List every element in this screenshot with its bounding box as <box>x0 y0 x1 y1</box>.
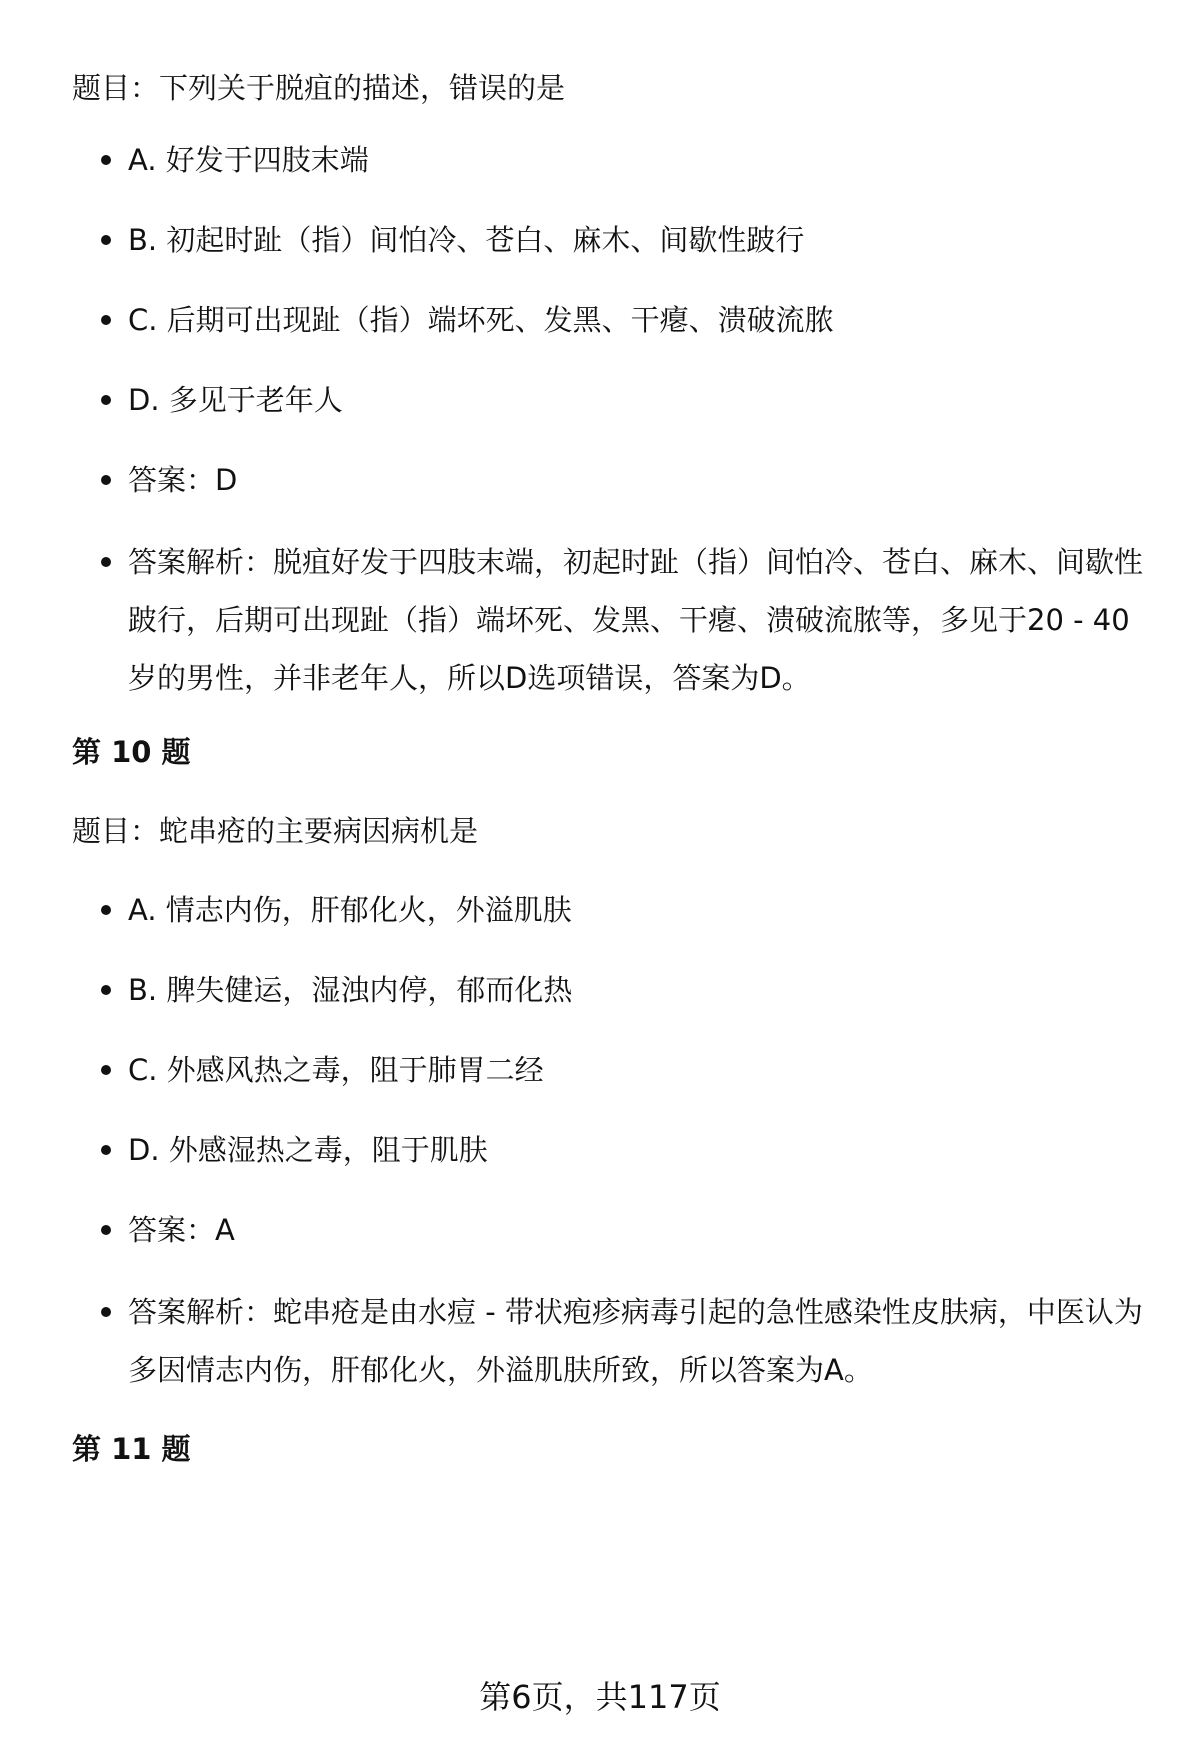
question-10-answer: 答案：A <box>128 1201 1148 1259</box>
question-10-option-a: A. 情志内伤，肝郁化火，外溢肌肤 <box>128 881 1148 939</box>
question-10-option-d: D. 外感湿热之毒，阻于肌肤 <box>128 1121 1148 1179</box>
question-9-explanation: 答案解析：脱疽好发于四肢末端，初起时趾（指）间怕冷、苍白、麻木、间歇性跛行，后期可出现趾（指）端坏死、发黑、干瘪、溃破流脓等，多见于20 - 40岁的男性，并非老年人，所以D选项错误，答案为D。 <box>128 533 1148 707</box>
question-10-stem: 题目：蛇串疮的主要病因病机是 <box>72 814 479 848</box>
question-11-heading: 第 11 题 <box>72 1432 191 1466</box>
page-number-footer: 第6页，共117页 <box>479 1678 721 1716</box>
question-9-option-b: B. 初起时趾（指）间怕冷、苍白、麻木、间歇性跛行 <box>128 211 1148 269</box>
question-9-answer: 答案：D <box>128 451 1148 509</box>
question-10-option-c: C. 外感风热之毒，阻于肺胃二经 <box>128 1041 1148 1099</box>
question-10-option-b: B. 脾失健运，湿浊内停，郁而化热 <box>128 961 1148 1019</box>
question-9-option-d: D. 多见于老年人 <box>128 371 1148 429</box>
question-9-option-c: C. 后期可出现趾（指）端坏死、发黑、干瘪、溃破流脓 <box>128 291 1148 349</box>
question-9-stem: 题目：下列关于脱疽的描述，错误的是 <box>72 71 566 105</box>
question-9-option-a: A. 好发于四肢末端 <box>128 131 1148 189</box>
question-10-heading: 第 10 题 <box>72 735 191 769</box>
question-10-explanation: 答案解析：蛇串疮是由水痘 - 带状疱疹病毒引起的急性感染性皮肤病，中医认为多因情志内伤，肝郁化火，外溢肌肤所致，所以答案为A。 <box>128 1283 1148 1399</box>
